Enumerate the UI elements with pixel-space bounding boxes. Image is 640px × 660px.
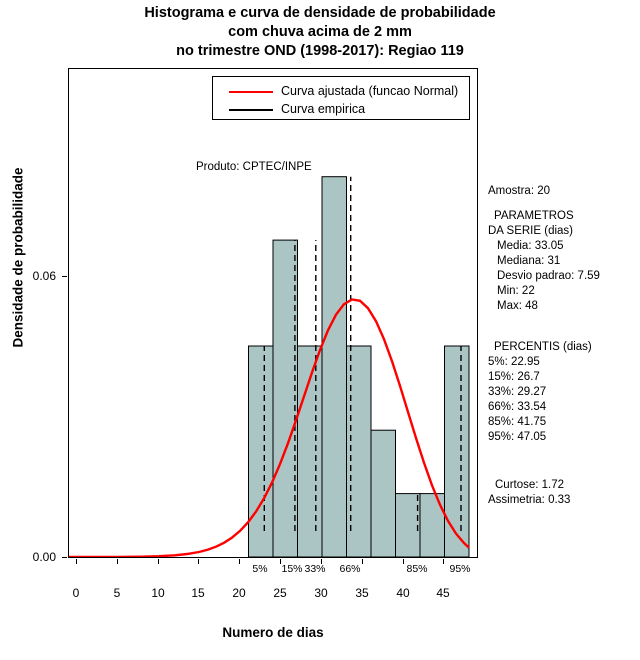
percentile-label-15: 15%	[281, 563, 303, 575]
x-tickmark-0	[76, 559, 77, 564]
percentil-85: 85%: 41.75	[488, 416, 547, 428]
percentil-15: 15%: 26.7	[488, 371, 540, 383]
legend-label-empirical: Curva empirica	[281, 102, 366, 116]
histogram-bars	[249, 177, 470, 557]
x-axis-label: Numero de dias	[222, 625, 324, 640]
media-annotation: Media: 33.05	[497, 240, 564, 252]
y-tickmark-1	[62, 276, 67, 277]
percentil-95: 95%: 47.05	[488, 431, 547, 443]
parametros-header-2: DA SERIE (dias)	[488, 225, 573, 237]
percentile-label-95: 95%	[449, 563, 471, 575]
min-annotation: Min: 22	[497, 285, 535, 297]
x-tickmark-1	[117, 559, 118, 564]
assimetria-annotation: Assimetria: 0.33	[488, 494, 571, 506]
x-tick-label-0: 0	[72, 586, 80, 600]
plot-area	[68, 68, 478, 558]
legend-item-fitted	[221, 83, 461, 99]
legend-label-fitted: Curva ajustada (funcao Normal)	[281, 84, 459, 98]
x-tickmark-4	[239, 559, 240, 564]
chart-title	[0, 4, 640, 61]
legend	[212, 76, 470, 120]
title-line-2: com chuva acima de 2 mm	[228, 24, 412, 40]
produto-annotation: Produto: CPTEC/INPE	[196, 161, 312, 173]
x-tickmark-9	[443, 559, 444, 564]
max-annotation: Max: 48	[497, 300, 538, 312]
y-tick-label-0: 0.00	[32, 550, 56, 564]
plot-svg	[69, 69, 477, 557]
title-line-3: no trimestre OND (1998-2017): Regiao 119	[176, 43, 464, 59]
title-line-1: Histograma e curva de densidade de probabilidade	[144, 5, 496, 21]
y-axis-label: Densidade de probabilidade	[10, 167, 26, 348]
legend-line-fitted	[229, 91, 273, 93]
x-tick-label-4: 20	[232, 586, 246, 600]
x-tick-label-1: 5	[113, 586, 121, 600]
x-tickmark-2	[158, 559, 159, 564]
percentile-label-5: 5%	[252, 563, 268, 575]
percentil-33: 33%: 29.27	[488, 386, 547, 398]
x-tick-label-6: 30	[314, 586, 328, 600]
percentil-66: 66%: 33.54	[488, 401, 547, 413]
x-tick-label-3: 15	[191, 586, 205, 600]
parametros-header-1: PARAMETROS	[494, 210, 574, 222]
amostra-annotation: Amostra: 20	[488, 185, 550, 197]
y-tick-label-1: 0.06	[32, 269, 56, 283]
x-tick-label-9: 45	[436, 586, 450, 600]
legend-line-empirical	[229, 109, 273, 111]
percentile-label-85: 85%	[406, 563, 428, 575]
percentile-label-33: 33%	[304, 563, 326, 575]
x-tick-label-8: 40	[396, 586, 410, 600]
desvio-annotation: Desvio padrao: 7.59	[497, 270, 600, 282]
x-tick-label-2: 10	[151, 586, 165, 600]
curtose-annotation: Curtose: 1.72	[495, 479, 565, 491]
y-tickmark-0	[62, 557, 67, 558]
x-tickmark-3	[198, 559, 199, 564]
percentile-label-66: 66%	[339, 563, 361, 575]
percentis-header: PERCENTIS (dias)	[494, 341, 592, 353]
legend-item-empirical	[221, 101, 461, 117]
mediana-annotation: Mediana: 31	[497, 255, 561, 267]
x-tick-label-5: 25	[273, 586, 287, 600]
x-tick-label-7: 35	[355, 586, 369, 600]
percentil-5: 5%: 22.95	[488, 356, 540, 368]
